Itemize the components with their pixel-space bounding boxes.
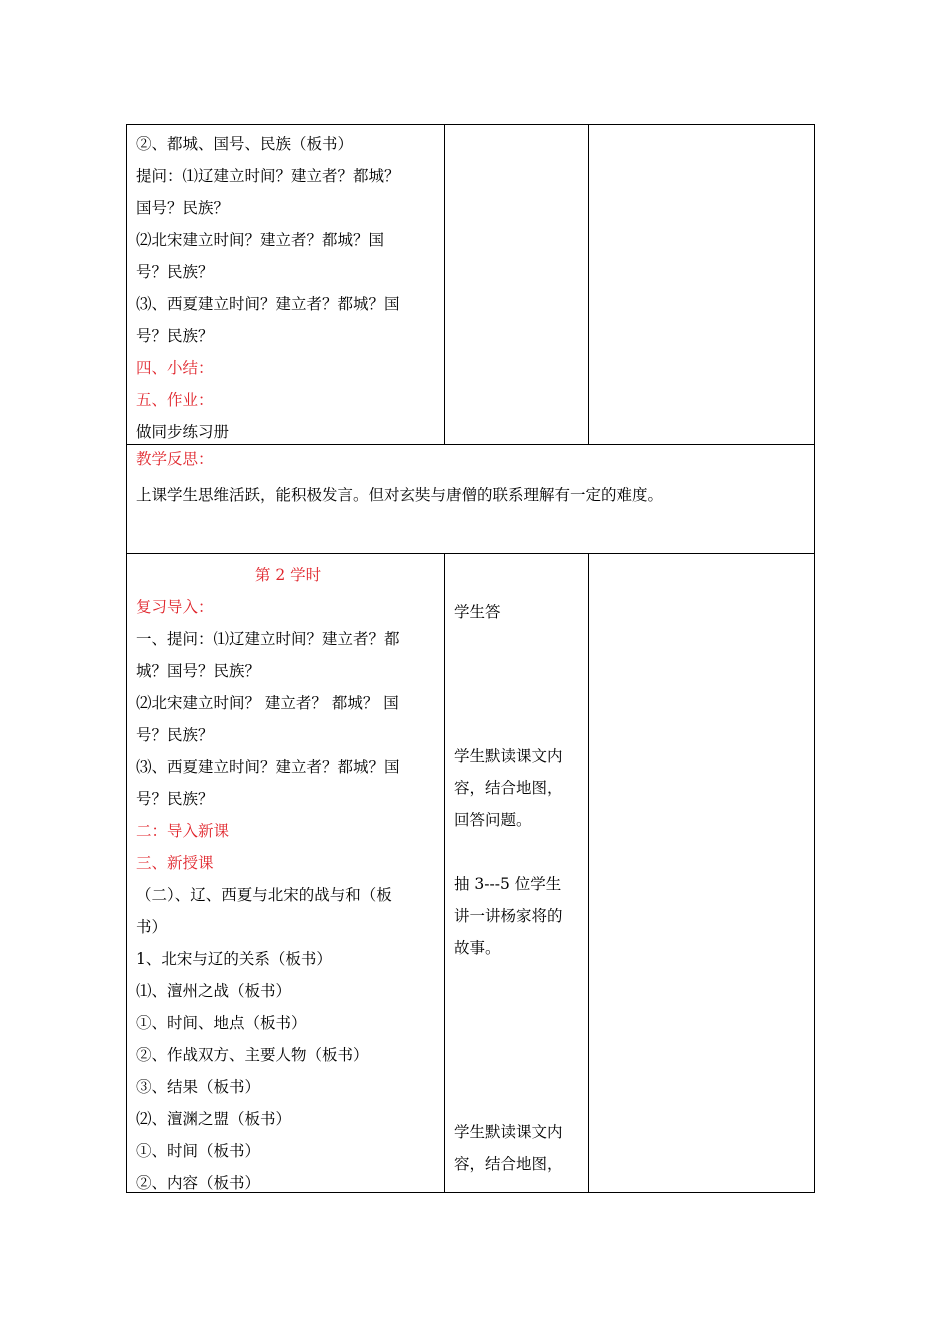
column-divider-1 xyxy=(444,554,445,1193)
section2-col1_lines-line: ⑴、澶州之战（板书） xyxy=(136,982,292,1000)
section1-col1_lines-line: 号？民族？ xyxy=(136,263,214,281)
section2-col1_lines-line: 城？国号？民族？ xyxy=(136,662,261,680)
section1-col1_lines-line: 提问：⑴辽建立时间？建立者？都城？ xyxy=(136,167,400,185)
section2-col1_lines-line: ①、时间、地点（板书） xyxy=(136,1014,307,1032)
section1-col1_lines-line: ②、都城、国号、民族（板书） xyxy=(136,135,354,153)
student-activity-line: 故事。 xyxy=(454,939,501,957)
student-activity-line: 学生默读课文内 xyxy=(454,1123,563,1141)
student-activity-block xyxy=(454,1116,563,1180)
student-activity-line: 容，结合地图， xyxy=(454,1155,563,1173)
reflection-body: 上课学生思维活跃，能积极发言。但对玄奘与唐僧的联系理解有一定的难度。 xyxy=(136,486,664,504)
student-activity-block xyxy=(454,868,563,964)
section2-col1_lines-line: ②、内容（板书） xyxy=(136,1174,261,1192)
section1-col1_lines-line: ⑵北宋建立时间？建立者？都城？国 xyxy=(136,231,385,249)
teaching-process-cell-2 xyxy=(136,591,440,1199)
section2-col1_lines-line: 一、提问：⑴辽建立时间？建立者？都 xyxy=(136,630,400,648)
section1-col1_lines-line: 号？民族？ xyxy=(136,327,214,345)
student-activity-block xyxy=(454,740,563,836)
student-activity-line: 回答问题。 xyxy=(454,811,532,829)
section2-col1_lines-line: ①、时间（板书） xyxy=(136,1142,261,1160)
student-activity-line: 学生默读课文内 xyxy=(454,747,563,765)
section2-col1_lines-line: ⑵北宋建立时间？ 建立者？ 都城？ 国 xyxy=(136,694,399,712)
section1-col1_lines-line: 五、作业： xyxy=(136,391,214,409)
lesson-period-heading: 第 2 学时 xyxy=(254,566,322,584)
section2-col1_lines-line: ⑶、西夏建立时间？建立者？都城？国 xyxy=(136,758,400,776)
reflection-cell xyxy=(136,443,806,511)
section1-col1_lines-line: ⑶、西夏建立时间？建立者？都城？国 xyxy=(136,295,400,313)
section2-col1_lines-line: 复习导入： xyxy=(136,598,214,616)
section2-col1_lines-line: 二：导入新课 xyxy=(136,822,230,840)
section1-col1_lines-line: 四、小结： xyxy=(136,359,214,377)
student-activity-line: 抽 3---5 位学生 xyxy=(454,875,562,893)
column-divider-1 xyxy=(444,124,445,445)
section2-col1_lines-line: 书） xyxy=(136,918,168,936)
section1-col1_lines-line: 做同步练习册 xyxy=(136,423,230,441)
reflection-title: 教学反思： xyxy=(136,450,214,468)
student-activity-line: 学生答 xyxy=(454,603,501,621)
row-divider xyxy=(126,553,815,554)
student-activity-block xyxy=(454,596,501,628)
student-activity-line: 讲一讲杨家将的 xyxy=(454,907,563,925)
teaching-process-cell-1 xyxy=(136,128,440,448)
section2-col1_lines-line: 三、新授课 xyxy=(136,854,214,872)
section2-col1_lines-line: 1、北宋与辽的关系（板书） xyxy=(136,950,332,968)
section2-col1_lines-line: 号？民族？ xyxy=(136,726,214,744)
section2-col1_lines-line: ⑵、澶渊之盟（板书） xyxy=(136,1110,292,1128)
section1-col1_lines-line: 国号？民族？ xyxy=(136,199,230,217)
student-activity-line: 容，结合地图， xyxy=(454,779,563,797)
section2-col1_lines-line: （二）、辽、西夏与北宋的战与和（板 xyxy=(136,886,392,904)
column-divider-2 xyxy=(588,124,589,445)
column-divider-2 xyxy=(588,554,589,1193)
section2-col1_lines-line: ③、结果（板书） xyxy=(136,1078,261,1096)
section2-col1_lines-line: ②、作战双方、主要人物（板书） xyxy=(136,1046,369,1064)
section2-col1_lines-line: 号？民族？ xyxy=(136,790,214,808)
